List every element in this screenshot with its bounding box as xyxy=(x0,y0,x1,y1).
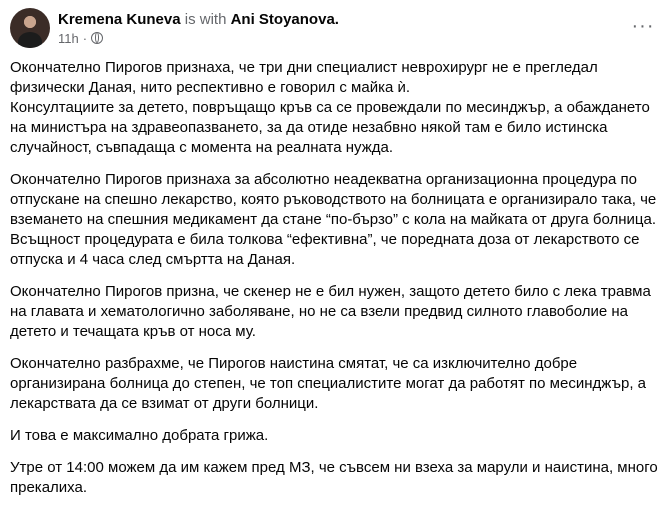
post-meta xyxy=(58,10,339,47)
post-text: Окончателно Пирогов признаха, че три дни специалист неврохирург не е прегледал физически Даная, нито респективно е говорил с майка ѝ. xyxy=(10,59,598,96)
post-paragraph xyxy=(10,170,658,270)
post-paragraph xyxy=(10,354,658,414)
post-paragraph xyxy=(10,426,658,446)
post-text: Окончателно Пирогов призна, че скенер не е бил нужен, защото детето било с лека травма на главата и хематологично заболяване, но не са взели предвид силното главоболие на детето и течащата кръв от носа му. xyxy=(10,283,651,340)
post-text: И това е максимално добрата грижа. xyxy=(10,427,269,444)
author-line xyxy=(58,10,339,29)
post-text: Консултациите за детето, повръщащо кръв са се провеждали по месинджър, а обаждането на министъра на здравеопазването, за да отиде незабвно някой там е било истинска случайност, съвпадаща с момента на реалната нужда. xyxy=(10,99,650,156)
post-text: Окончателно разбрахме, че Пирогов наистина смятат, че са изключително добре организирана болница до степен, че топ специалистите могат да работят по месинджър, а лекарствата да се взимат от други болници. xyxy=(10,355,646,412)
globe-icon[interactable] xyxy=(91,32,103,44)
post-body xyxy=(10,58,658,510)
post-subline xyxy=(58,30,339,47)
with-text: is with xyxy=(184,10,227,28)
tagged-name[interactable]: Ani Stoyanova. xyxy=(230,10,339,28)
post-paragraph xyxy=(10,58,658,158)
post-text: Окончателно Пирогов признаха за абсолютно неадекватна организационна процедура по отпускане на спешно лекарство, която ръководството на болницата е организирало така, че вземането на спешния медикамент да стане “по-бързо” с кола на майката от друга болница. Всъщност процедурата е била толкова “ефективна”, че поредната доза от лекарството се отпуска и 4 часа след смъртта на Даная. xyxy=(10,171,657,268)
author-name[interactable]: Kremena Kuneva xyxy=(58,10,181,28)
post-paragraph xyxy=(10,282,658,342)
meta-separator: · xyxy=(82,30,88,46)
post-header xyxy=(10,8,339,48)
post-paragraph xyxy=(10,458,658,498)
post-timestamp[interactable]: 11h xyxy=(58,30,79,46)
post-text: Утре от 14:00 можем да им кажем пред МЗ, че съвсем ни взеха за марули и наистина, много прекалиха. xyxy=(10,459,658,496)
author-avatar[interactable] xyxy=(10,8,50,48)
more-options-icon[interactable]: ··· xyxy=(631,15,655,37)
